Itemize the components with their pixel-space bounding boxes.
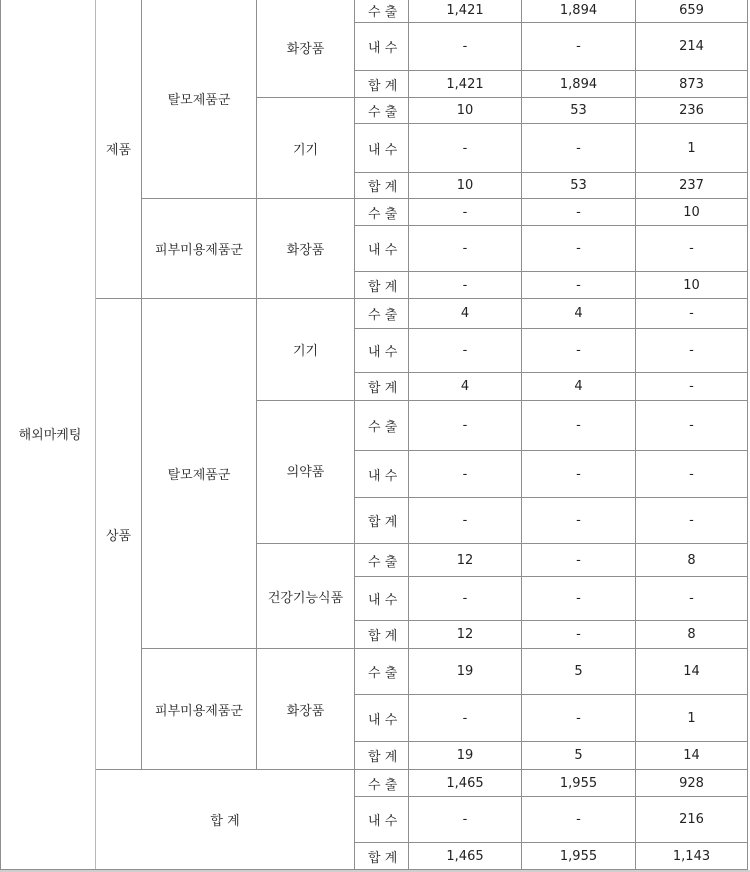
value-cell: 928 <box>636 770 748 797</box>
value-cell: 5 <box>522 649 636 695</box>
value-cell: - <box>409 498 522 544</box>
value-cell: - <box>636 226 748 272</box>
value-cell: 19 <box>409 742 522 770</box>
value-cell: 236 <box>636 98 748 124</box>
item-device-cell: 기기 <box>257 98 355 199</box>
channel-cell <box>1 0 96 870</box>
grand-total-cell: 합 계 <box>96 770 355 870</box>
value-cell: 19 <box>409 649 522 695</box>
value-cell: - <box>522 124 636 173</box>
group-product-cell: 제품 <box>96 0 142 299</box>
value-cell: - <box>409 272 522 299</box>
item-cosmetics-cell: 화장품 <box>257 199 355 299</box>
value-cell: 1 <box>636 124 748 173</box>
kind-cell: 내 수 <box>355 577 409 621</box>
item-device-cell: 기기 <box>257 299 355 401</box>
line-skin-product-cell: 피부미용제품군 <box>142 199 257 299</box>
kind-cell: 합 계 <box>355 621 409 649</box>
value-cell: 10 <box>409 173 522 199</box>
value-cell: - <box>522 621 636 649</box>
value-cell: 4 <box>522 373 636 401</box>
value-cell: - <box>522 199 636 226</box>
value-cell: 1,894 <box>522 71 636 98</box>
value-cell: 873 <box>636 71 748 98</box>
value-cell: 1,955 <box>522 770 636 797</box>
value-cell: - <box>522 544 636 577</box>
value-cell: 8 <box>636 621 748 649</box>
value-cell: - <box>636 373 748 401</box>
line-skin-merch-cell: 피부미용제품군 <box>142 649 257 770</box>
kind-cell: 수 출 <box>355 401 409 451</box>
value-cell: - <box>636 498 748 544</box>
value-cell: 10 <box>409 98 522 124</box>
value-cell: - <box>409 695 522 742</box>
kind-cell: 수 출 <box>355 299 409 329</box>
value-cell: 14 <box>636 742 748 770</box>
value-cell: 1,421 <box>409 71 522 98</box>
value-cell: - <box>636 577 748 621</box>
value-cell: 1,894 <box>522 0 636 23</box>
kind-cell: 수 출 <box>355 0 409 23</box>
kind-cell: 내 수 <box>355 124 409 173</box>
value-cell: - <box>522 23 636 71</box>
value-cell: - <box>409 577 522 621</box>
kind-cell: 내 수 <box>355 329 409 373</box>
value-cell: 4 <box>522 299 636 329</box>
table-row <box>1 0 748 23</box>
item-health-food-cell: 건강기능식품 <box>257 544 355 649</box>
value-cell: 1 <box>636 695 748 742</box>
value-cell: 8 <box>636 544 748 577</box>
value-cell: - <box>636 451 748 498</box>
kind-cell: 합 계 <box>355 843 409 870</box>
value-cell: 1,955 <box>522 843 636 870</box>
table-row <box>1 770 748 797</box>
kind-cell: 합 계 <box>355 173 409 199</box>
kind-cell: 내 수 <box>355 797 409 843</box>
value-cell: 4 <box>409 299 522 329</box>
item-cosmetics-cell: 화장품 <box>257 0 355 98</box>
value-cell: 53 <box>522 173 636 199</box>
line-hair-merch-cell: 탈모제품군 <box>142 299 257 649</box>
value-cell: - <box>522 695 636 742</box>
kind-cell: 수 출 <box>355 649 409 695</box>
value-cell: 10 <box>636 272 748 299</box>
value-cell: - <box>522 272 636 299</box>
kind-cell: 내 수 <box>355 451 409 498</box>
value-cell: - <box>522 401 636 451</box>
value-cell: - <box>409 23 522 71</box>
value-cell: - <box>636 329 748 373</box>
kind-cell: 합 계 <box>355 498 409 544</box>
value-cell: - <box>409 226 522 272</box>
value-cell: - <box>522 498 636 544</box>
value-cell: - <box>522 226 636 272</box>
item-medicine-cell: 의약품 <box>257 401 355 544</box>
channel-label: 해외마케팅 <box>18 428 82 443</box>
kind-cell: 합 계 <box>355 272 409 299</box>
value-cell: 1,143 <box>636 843 748 870</box>
value-cell: - <box>409 329 522 373</box>
value-cell: 12 <box>409 621 522 649</box>
value-cell: 237 <box>636 173 748 199</box>
kind-cell: 내 수 <box>355 226 409 272</box>
kind-cell: 합 계 <box>355 742 409 770</box>
kind-cell: 수 출 <box>355 199 409 226</box>
value-cell: - <box>409 797 522 843</box>
value-cell: - <box>636 299 748 329</box>
kind-cell: 내 수 <box>355 695 409 742</box>
table-row <box>1 299 748 329</box>
kind-cell: 합 계 <box>355 373 409 401</box>
item-cosmetics-cell: 화장품 <box>257 649 355 770</box>
kind-cell: 수 출 <box>355 770 409 797</box>
value-cell: - <box>522 329 636 373</box>
value-cell: - <box>522 451 636 498</box>
value-cell: 5 <box>522 742 636 770</box>
value-cell: 1,465 <box>409 770 522 797</box>
value-cell: 214 <box>636 23 748 71</box>
value-cell: - <box>409 401 522 451</box>
value-cell: - <box>522 577 636 621</box>
value-cell: - <box>636 401 748 451</box>
kind-cell: 내 수 <box>355 23 409 71</box>
value-cell: 659 <box>636 0 748 23</box>
kind-cell: 합 계 <box>355 71 409 98</box>
value-cell: 216 <box>636 797 748 843</box>
value-cell: 12 <box>409 544 522 577</box>
value-cell: - <box>522 797 636 843</box>
kind-cell: 수 출 <box>355 544 409 577</box>
group-merch-cell: 상품 <box>96 299 142 770</box>
value-cell: 14 <box>636 649 748 695</box>
value-cell: - <box>409 199 522 226</box>
line-hair-product-cell: 탈모제품군 <box>142 0 257 199</box>
value-cell: - <box>409 124 522 173</box>
value-cell: 1,465 <box>409 843 522 870</box>
value-cell: 53 <box>522 98 636 124</box>
value-cell: 4 <box>409 373 522 401</box>
kind-cell: 수 출 <box>355 98 409 124</box>
value-cell: 10 <box>636 199 748 226</box>
value-cell: - <box>409 451 522 498</box>
value-cell: 1,421 <box>409 0 522 23</box>
